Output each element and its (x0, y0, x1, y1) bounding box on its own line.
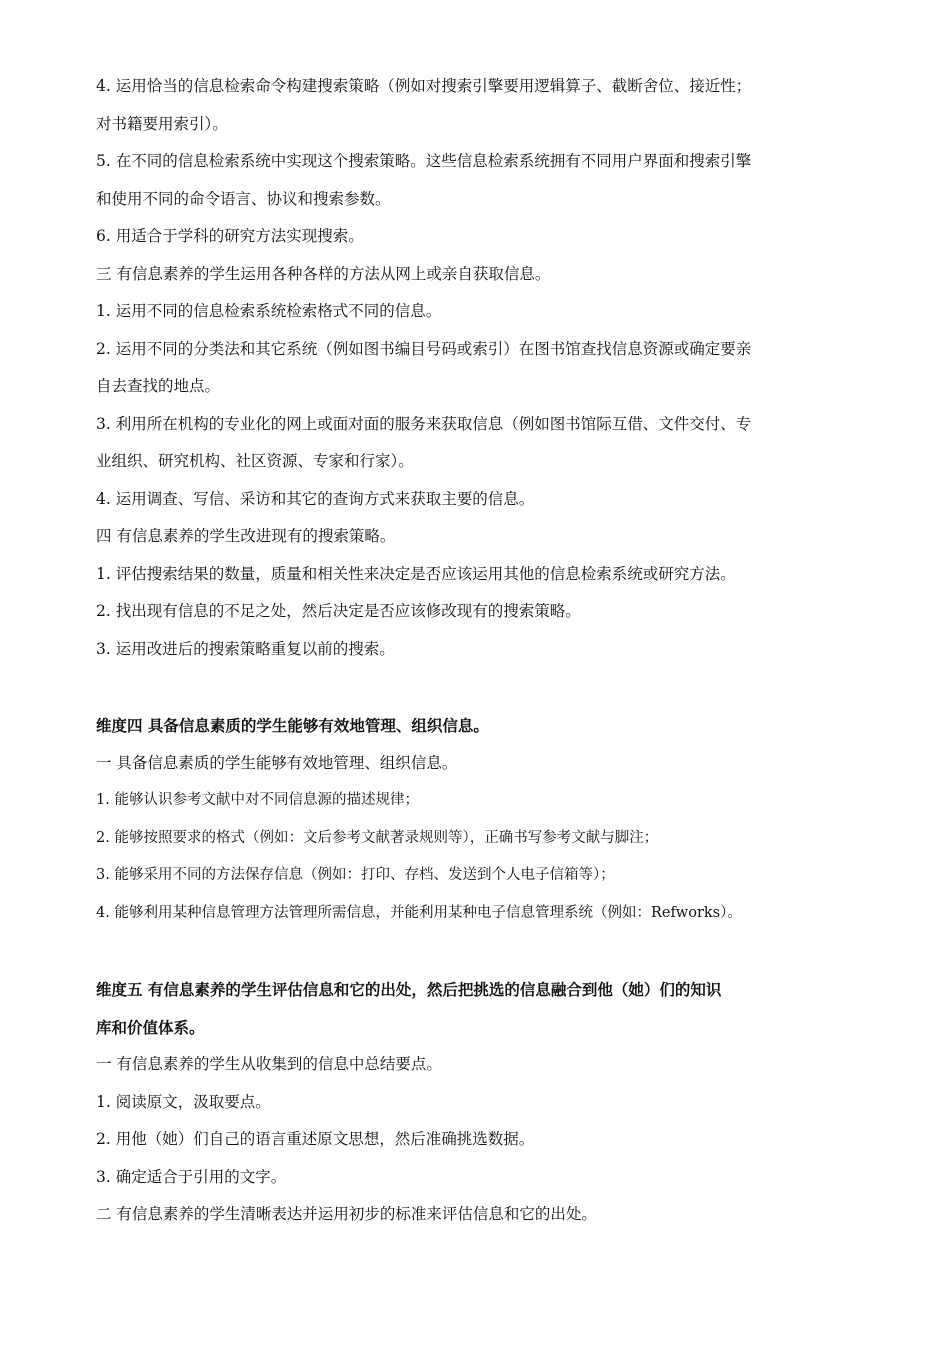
paragraph-line: 3. 利用所在机构的专业化的网上或面对面的服务来获取信息（例如图书馆际互借、文件交付、专 (96, 414, 752, 433)
list-item: 3. 运用改进后的搜索策略重复以前的搜索。 (96, 639, 395, 658)
list-item: 3. 确定适合于引用的文字。 (96, 1167, 287, 1186)
paragraph-line: 自去查找的地点。 (96, 377, 221, 395)
list-item: 1. 评估搜索结果的数量，质量和相关性来决定是否应该运用其他的信息检索系统或研究方法。 (96, 564, 736, 583)
section-title: 三 有信息素养的学生运用各种各样的方法从网上或亲自获取信息。 (96, 264, 551, 283)
list-item: 2. 用他（她）们自己的语言重述原文思想，然后准确挑选数据。 (96, 1130, 535, 1148)
paragraph-line: 5. 在不同的信息检索系统中实现这个搜索策略。这些信息检索系统拥有不同用户界面和搜索引擎 (96, 152, 752, 170)
section-title: 二 有信息素养的学生清晰表达并运用初步的标准来评估信息和它的出处。 (96, 1205, 597, 1223)
list-item: 4. 能够利用某种信息管理方法管理所需信息，并能利用某种电子信息管理系统（例如：Refworks）。 (96, 904, 742, 921)
dimension-heading: 库和价值体系。 (96, 1017, 205, 1037)
section-title: 一 有信息素养的学生从收集到的信息中总结要点。 (96, 1055, 442, 1073)
document-page (96, 68, 896, 1234)
list-item: 2. 找出现有信息的不足之处，然后决定是否应该修改现有的搜索策略。 (96, 602, 581, 620)
list-item: 1. 阅读原文，汲取要点。 (96, 1092, 271, 1111)
list-item: 2. 能够按照要求的格式（例如：文后参考文献著录规则等），正确书写参考文献与脚注； (96, 829, 659, 846)
list-item: 1. 能够认识参考文献中对不同信息源的描述规律； (96, 792, 419, 808)
section-title: 一 具备信息素质的学生能够有效地管理、组织信息。 (96, 753, 458, 772)
paragraph-line: 4. 运用恰当的信息检索命令构建搜索策略（例如对搜索引擎要用逻辑算子、截断舍位、接近性； (96, 77, 752, 95)
dimension-heading: 维度五 有信息素养的学生评估信息和它的出处，然后把挑选的信息融合到他（她）们的知识 (96, 980, 722, 999)
paragraph-line: 2. 运用不同的分类法和其它系统（例如图书编目号码或索引）在图书馆查找信息资源或确定要亲 (96, 339, 752, 358)
list-item: 3. 能够采用不同的方法保存信息（例如：打印、存档、发送到个人电子信箱等）； (96, 867, 615, 883)
list-item: 4. 运用调查、写信、采访和其它的查询方式来获取主要的信息。 (96, 489, 535, 508)
dimension-heading: 维度四 具备信息素质的学生能够有效地管理、组织信息。 (96, 716, 489, 735)
paragraph-line: 和使用不同的命令语言、协议和搜索参数。 (96, 189, 391, 208)
section-title: 四 有信息素养的学生改进现有的搜索策略。 (96, 527, 396, 545)
list-item: 6. 用适合于学科的研究方法实现搜索。 (96, 227, 364, 245)
spacer (96, 932, 896, 971)
paragraph-line: 对书籍要用索引）。 (96, 114, 228, 133)
list-item: 1. 运用不同的信息检索系统检索格式不同的信息。 (96, 302, 442, 320)
paragraph-line: 业组织、研究机构、社区资源、专家和行家）。 (96, 452, 414, 470)
spacer (96, 668, 896, 707)
